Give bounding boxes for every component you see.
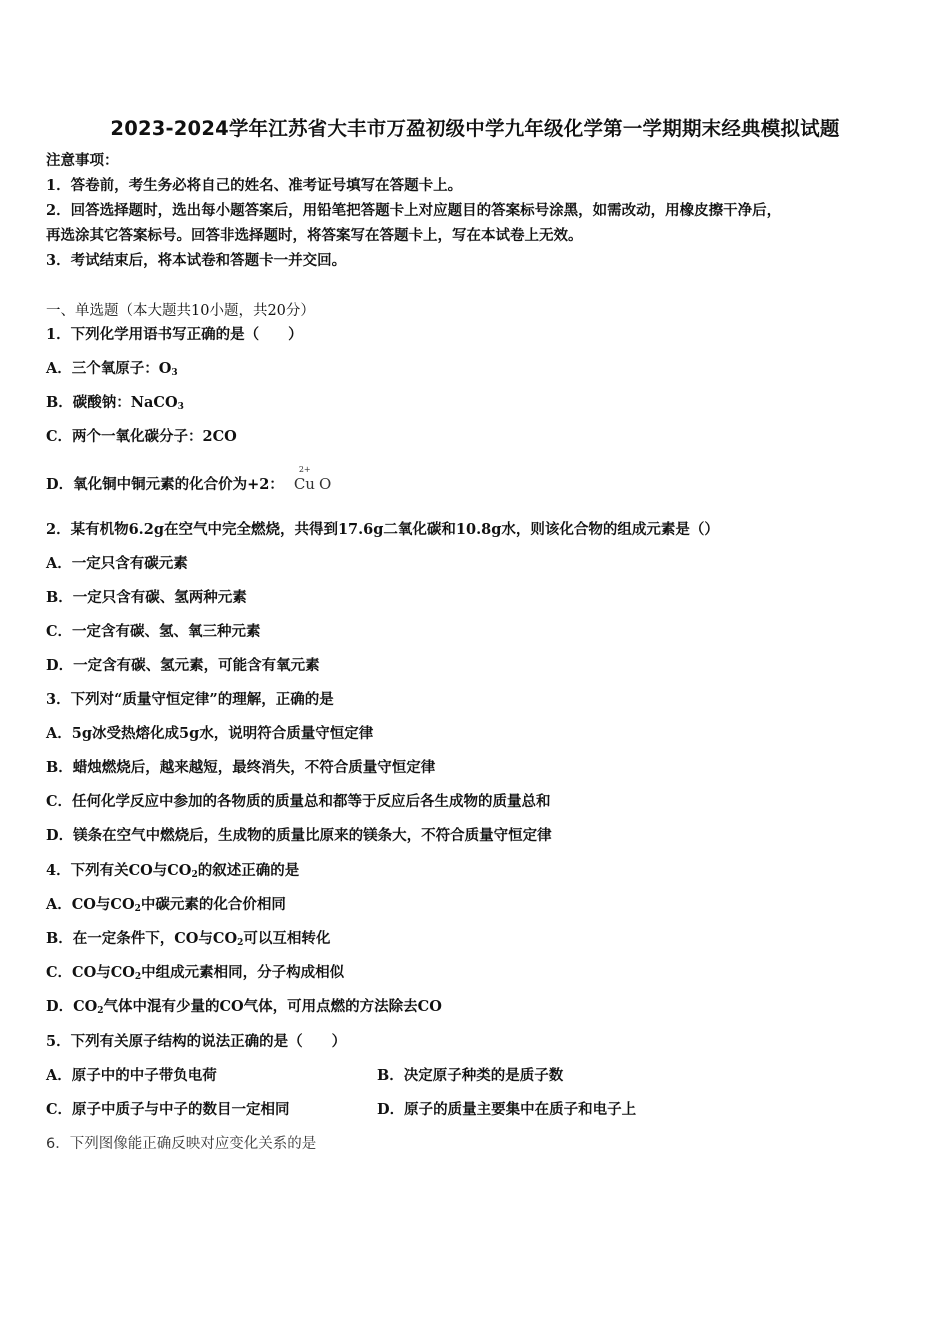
q5-stem: 5．下列有关原子结构的说法正确的是（ ）: [46, 1033, 347, 1050]
q4-option-a: A．CO与$CO_2$中碳元素的化合价相同: [46, 896, 286, 914]
oxidation-state-formula: 2+ Cu O: [293, 465, 332, 493]
q5-option-d: D．原子的质量主要集中在质子和电子上: [377, 1101, 637, 1118]
q1-option-a: A．三个氧原子：$O_3$: [46, 360, 178, 378]
q1-stem: 1．下列化学用语书写正确的是（ ）: [46, 326, 303, 343]
q4-option-c: C．CO与$CO_2$中组成元素相同，分子构成相似: [46, 964, 345, 982]
notice-item-1: 1．答卷前，考生务必将自己的姓名、准考证号填写在答题卡上。: [46, 177, 463, 194]
q2-option-a: A．一定只含有碳元素: [46, 555, 188, 572]
q3-option-d: D．镁条在空气中燃烧后，生成物的质量比原来的镁条大，不符合质量守恒定律: [46, 827, 552, 844]
q2-stem: 2．某有机物6.2g在空气中完全燃烧，共得到17.6g二氧化碳和10.8g水，则该化合物的组成元素是（）: [46, 521, 719, 538]
notice-item-2: 2．回答选择题时，选出每小题答案后，用铅笔把答题卡上对应题目的答案标号涂黑，如需改动，用橡皮擦干净后，: [46, 202, 782, 219]
q4-option-d: D．$CO_2$气体中混有少量的CO气体，可用点燃的方法除去CO: [46, 998, 442, 1016]
q1-option-b: B．碳酸钠：NaCO$_3$: [46, 394, 184, 412]
q1-option-c: C．两个一氧化碳分子：2CO: [46, 428, 237, 445]
q6-stem: 6．下列图像能正确反映对应变化关系的是: [46, 1136, 317, 1152]
q3-option-c: C．任何化学反应中参加的各物质的质量总和都等于反应后各生成物的质量总和: [46, 793, 551, 810]
q2-option-b: B．一定只含有碳、氢两种元素: [46, 589, 247, 606]
notice-heading: 注意事项：: [46, 152, 119, 169]
q3-stem: 3．下列对“质量守恒定律”的理解，正确的是: [46, 691, 334, 708]
notice-item-2-cont: 再选涂其它答案标号。回答非选择题时，将答案写在答题卡上，写在本试卷上无效。: [46, 227, 583, 244]
q3-option-b: B．蜡烛燃烧后，越来越短，最终消失，不符合质量守恒定律: [46, 759, 436, 776]
section-heading: 一、单选题（本大题共10小题，共20分）: [46, 303, 315, 319]
q5-option-c: C．原子中质子与中子的数目一定相同: [46, 1101, 290, 1118]
q5-option-a: A．原子中的中子带负电荷: [46, 1067, 217, 1084]
notice-item-3: 3．考试结束后，将本试卷和答题卡一并交回。: [46, 252, 347, 269]
q5-option-b: B．决定原子种类的是质子数: [377, 1067, 564, 1084]
page-title: 2023-2024学年江苏省大丰市万盈初级中学九年级化学第一学期期末经典模拟试题: [110, 117, 840, 140]
q2-option-d: D．一定含有碳、氢元素，可能含有氧元素: [46, 657, 320, 674]
q4-option-b: B．在一定条件下，CO与$CO_2$可以互相转化: [46, 930, 331, 948]
q1-option-d: D．氧化铜中铜元素的化合价为+2： 2+ Cu O: [46, 465, 332, 493]
q4-stem: 4．下列有关CO与$CO_2$的叙述正确的是: [46, 862, 300, 880]
q3-option-a: A．5g冰受热熔化成5g水，说明符合质量守恒定律: [46, 725, 374, 742]
q2-option-c: C．一定含有碳、氢、氧三种元素: [46, 623, 261, 640]
